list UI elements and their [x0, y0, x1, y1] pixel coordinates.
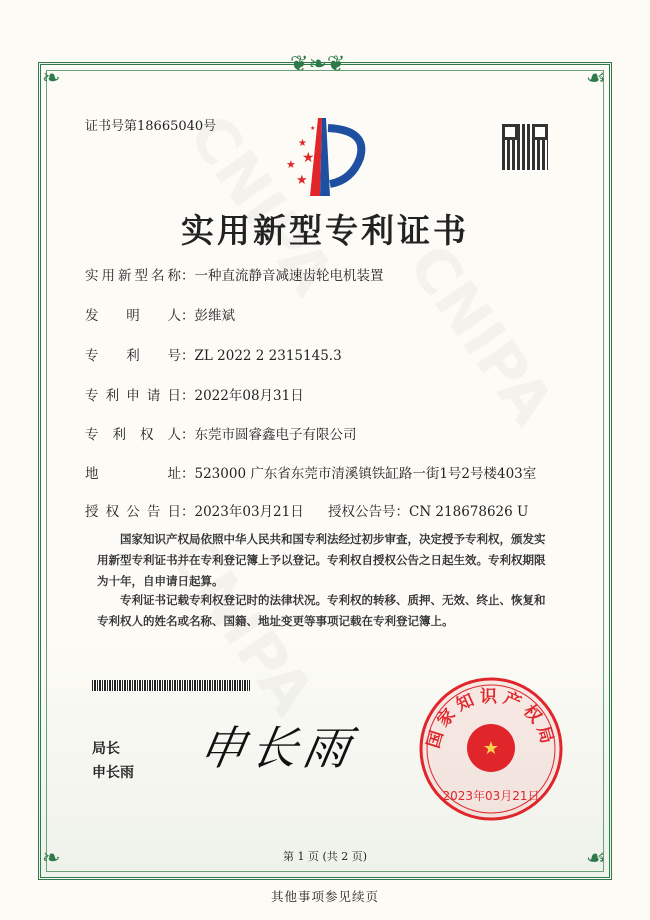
national-emblem-icon: ★: [482, 738, 500, 759]
svg-text:★: ★: [310, 125, 316, 132]
statement-paragraph: 国家知识产权局依照中华人民共和国专利法经过初步审查，决定授予专利权，颁发实用新型专利证书并在专利登记簿上予以登记。专利权自授权公告之日起生效。专利权期限为十年，自申请日起算。: [97, 532, 546, 588]
field-patentee: 专利权人：东莞市圆睿鑫电子有限公司: [85, 427, 357, 443]
director-name: 申长雨: [92, 765, 134, 781]
director-signature: 申长雨: [194, 721, 361, 775]
svg-text:★: ★: [298, 138, 307, 149]
corner-ornament-icon: ❧: [42, 66, 61, 91]
field-inventor: 发明人：彭维斌: [85, 308, 235, 324]
field-grant-date: 授权公告日：2023年03月21日: [85, 504, 304, 520]
svg-text:★: ★: [286, 158, 296, 171]
field-patent-number: 专利号：ZL 2022 2 2315145.3: [85, 348, 342, 364]
svg-text:2023年03月21日: 2023年03月21日: [442, 789, 540, 803]
field-utility-model-name: 实用新型名称：一种直流静音减速齿轮电机装置: [85, 268, 384, 284]
director-title: 局长: [92, 741, 120, 757]
top-ornament-icon: ❦❧❦: [290, 52, 346, 77]
statement-paragraph: 专利证书记载专利权登记时的法律状况。专利权的转移、质押、无效、终止、恢复和专利权人的姓名或名称、国籍、地址变更等事项记载在专利登记簿上。: [97, 593, 546, 628]
footer-note: 其他事项参见续页: [270, 889, 379, 904]
field-address: 地址：523000 广东省东莞市清溪镇铁缸路一街1号2号楼403室: [85, 466, 537, 482]
corner-ornament-icon: ❧: [42, 846, 61, 871]
page-number: 第 1 页 (共 2 页): [282, 850, 368, 863]
corner-ornament-icon: ☙: [586, 66, 606, 91]
field-announcement-number: 授权公告号：CN 218678626 U: [328, 504, 529, 520]
barcode: [92, 680, 250, 691]
cnipa-logo-icon: [280, 118, 370, 196]
svg-text:★: ★: [302, 150, 315, 166]
svg-text:国家知识产权局: 国家知识产权局: [423, 686, 559, 751]
official-seal: [418, 676, 564, 822]
corner-ornament-icon: ☙: [586, 846, 606, 871]
field-application-date: 专利申请日：2022年08月31日: [85, 388, 304, 404]
qr-code: [500, 122, 550, 172]
svg-text:★: ★: [296, 173, 308, 188]
certificate-number: 证书号第18665040号: [85, 119, 217, 134]
certificate-title: 实用新型专利证书: [181, 211, 469, 250]
